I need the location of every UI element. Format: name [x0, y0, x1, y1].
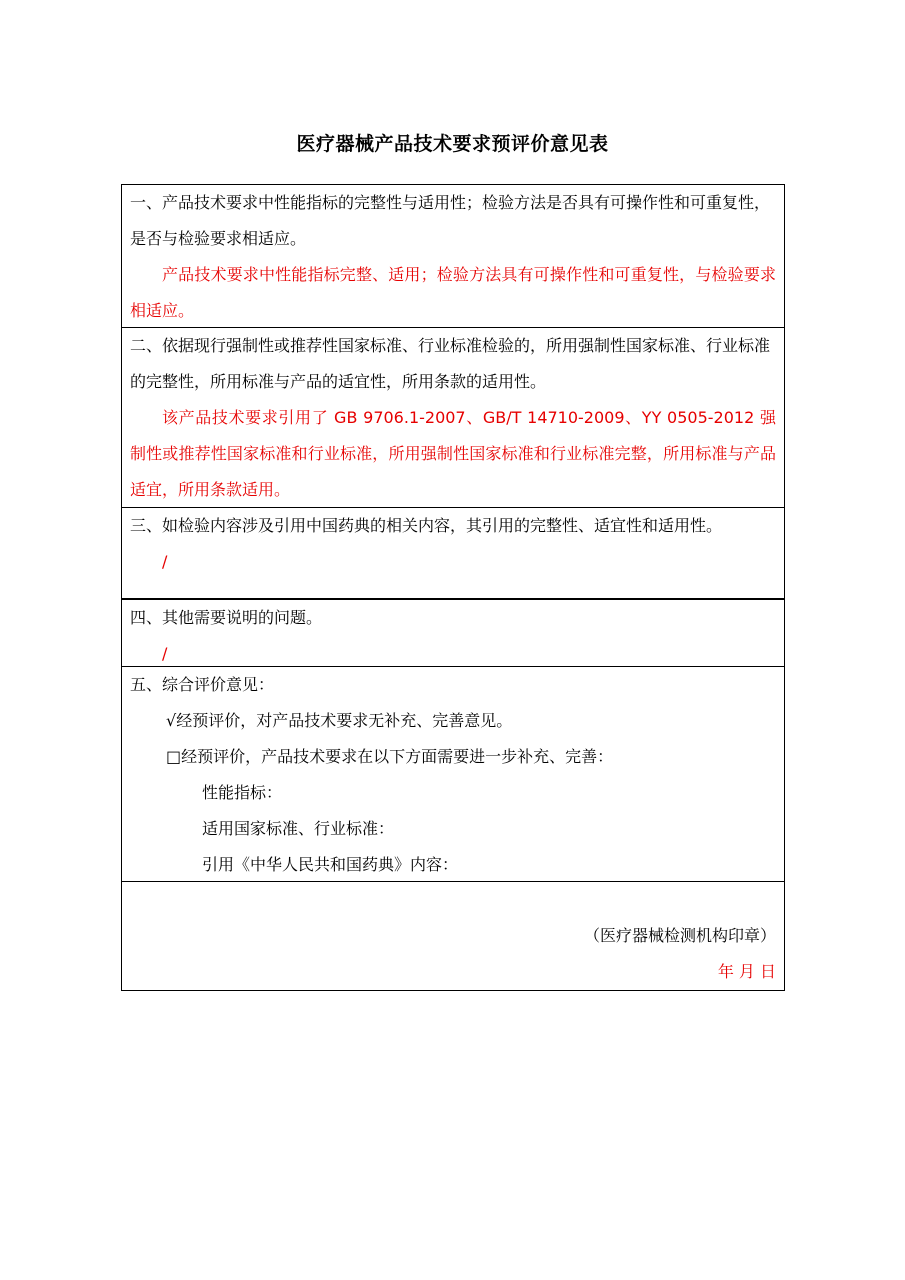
summary-item-pharmacopoeia: 引用《中华人民共和国药典》内容：	[202, 855, 459, 874]
section-4-answer: /	[162, 644, 168, 663]
section-3-question: 三、如检验内容涉及引用中国药典的相关内容，其引用的完整性、适宜性和适用性。	[130, 516, 723, 535]
summary-option-checked: √经预评价，对产品技术要求无补充、完善意见。	[166, 711, 513, 730]
section-1-question: 一、产品技术要求中性能指标的完整性与适用性；检验方法是否具有可操作性和可重复性，是否与检验要求相适应。	[130, 193, 771, 248]
summary-option-unchecked: □经预评价，产品技术要求在以下方面需要进一步补充、完善：	[166, 747, 614, 766]
section-3	[122, 508, 784, 600]
evaluation-form	[121, 184, 785, 991]
section-5-summary	[122, 667, 784, 882]
section-2-answer: 该产品技术要求引用了 GB 9706.1-2007、GB/T 14710-2009、YY 0505-2012 强制性或推荐性国家标准和行业标准，所用强制性国家标准和行业标准完整，所用标准与产品适宜，所用条款适用。	[130, 408, 776, 499]
seal-date: 年 月 日	[717, 962, 776, 981]
seal-section	[122, 882, 784, 990]
section-1-answer: 产品技术要求中性能指标完整、适用；检验方法具有可操作性和可重复性，与检验要求相适应。	[130, 265, 776, 320]
seal-label: （医疗器械检测机构印章）	[583, 926, 776, 945]
document-title: 医疗器械产品技术要求预评价意见表	[296, 133, 609, 155]
summary-heading: 五、综合评价意见：	[130, 675, 275, 694]
section-1	[122, 185, 784, 328]
section-2-question: 二、依据现行强制性或推荐性国家标准、行业标准检验的，所用强制性国家标准、行业标准的完整性，所用标准与产品的适宜性，所用条款的适用性。	[130, 336, 771, 391]
section-2	[122, 328, 784, 508]
section-4	[122, 600, 784, 667]
section-3-answer: /	[162, 552, 168, 571]
section-4-question: 四、其他需要说明的问题。	[130, 608, 323, 627]
summary-item-performance: 性能指标：	[202, 783, 283, 802]
summary-item-standards: 适用国家标准、行业标准：	[202, 819, 395, 838]
